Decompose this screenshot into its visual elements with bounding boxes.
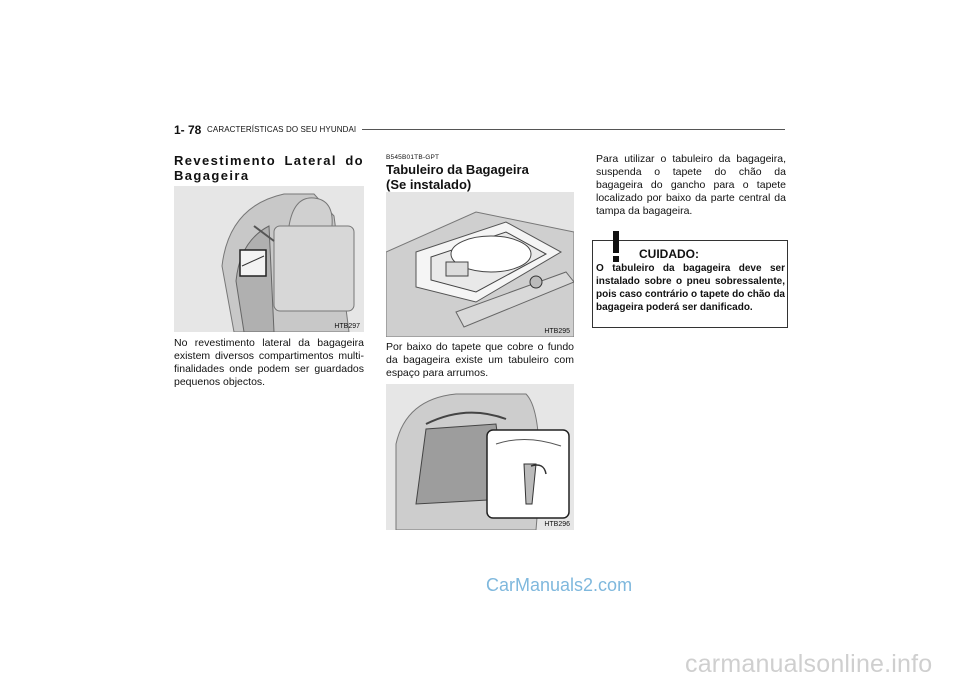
heading-side-trim: Revestimento Lateral do Bagageira bbox=[174, 153, 364, 183]
watermark-carmanualsonline: carmanualsonline.info bbox=[685, 650, 933, 678]
section-title: CARACTERÍSTICAS DO SEU HYUNDAI bbox=[207, 125, 357, 134]
figure-code-htb296: HTB296 bbox=[544, 521, 570, 528]
page-number: 1- 78 bbox=[174, 123, 202, 137]
heading-luggage-tray-sub: (Se instalado) bbox=[386, 177, 472, 192]
paragraph-luggage-tray: Por baixo do tapete que cobre o fundo da bagageira existe um tabuleiro com espaço para arrumos. bbox=[386, 341, 574, 379]
warning-exclamation-icon bbox=[603, 229, 629, 263]
carpet-hook-illustration bbox=[386, 384, 574, 530]
reference-code: B545B01TB-GPT bbox=[386, 154, 440, 161]
side-trim-illustration bbox=[174, 186, 364, 332]
figure-luggage-tray bbox=[386, 192, 574, 337]
header-rule bbox=[362, 129, 785, 130]
figure-code-htb295: HTB295 bbox=[544, 328, 570, 335]
caution-box bbox=[592, 240, 788, 328]
caution-title: CUIDADO: bbox=[639, 247, 699, 261]
luggage-tray-illustration bbox=[386, 192, 574, 337]
figure-code-htb297: HTB297 bbox=[334, 323, 360, 330]
figure-carpet-hook bbox=[386, 384, 574, 530]
caution-text: O tabuleiro da bagageira deve ser instalado sobre o pneu sobressalente, pois caso contrário o tapete do chão da bagageira poderá ser danificado. bbox=[596, 263, 785, 313]
figure-side-trim bbox=[174, 186, 364, 332]
heading-luggage-tray: Tabuleiro da Bagageira bbox=[386, 162, 529, 177]
paragraph-use-tray: Para utilizar o tabuleiro da bagageira, suspenda o tapete do chão da bagageira do gancho para o tapete localizado por baixo da parte central da tampa da bagageira. bbox=[596, 153, 786, 217]
paragraph-side-trim: No revestimento lateral da bagageira existem diversos compartimentos multi-finalidades onde podem ser guardados pequenos objectos. bbox=[174, 337, 364, 388]
watermark-carmanuals2: CarManuals2.com bbox=[486, 575, 633, 595]
